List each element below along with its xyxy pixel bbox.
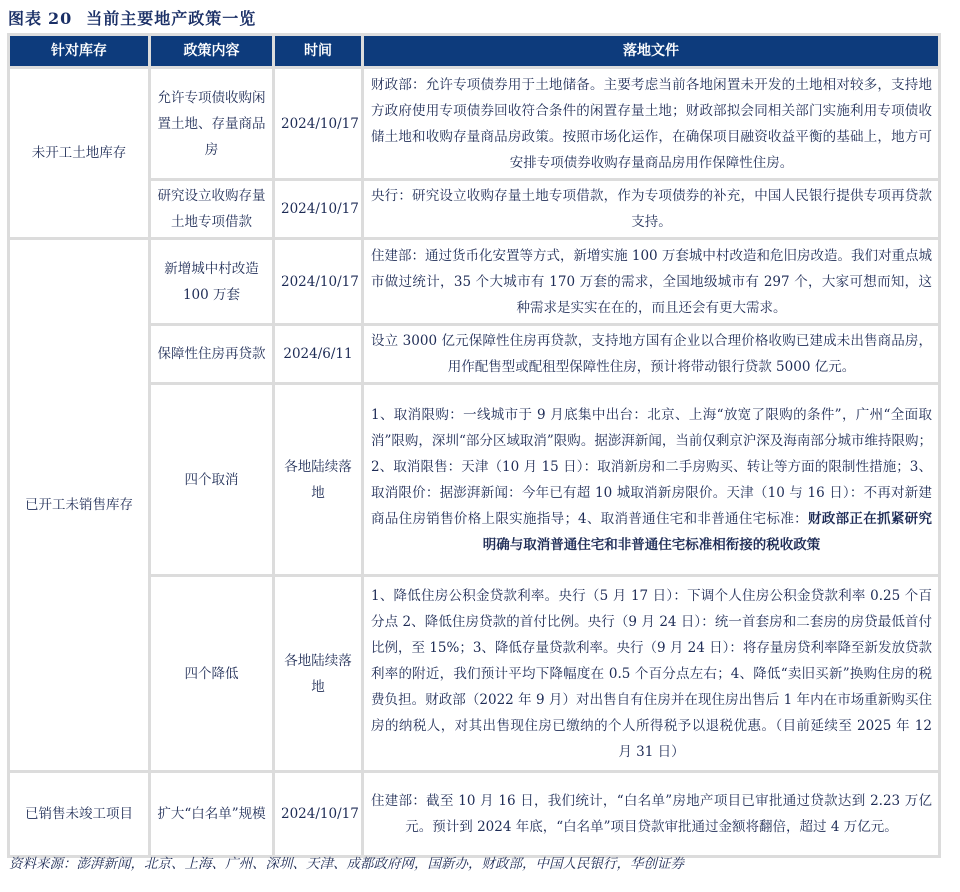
- policy-cell: 允许专项债收购闲置土地、存量商品房: [150, 68, 274, 180]
- header-row: [9, 35, 940, 68]
- table-row: [9, 239, 940, 325]
- time-cell: 2024/6/11: [274, 325, 363, 384]
- policy-cell: 新增城中村改造 100 万套: [150, 239, 274, 325]
- time-cell: 各地陆续落地: [274, 384, 363, 576]
- category-cell: 未开工土地库存: [9, 68, 150, 239]
- policy-cell: 四个降低: [150, 576, 274, 772]
- source-note: 资料来源：澎湃新闻，北京、上海、广州、深圳、天津、成都政府网，国新办，财政部，中国人民银行，华创证券: [9, 856, 684, 872]
- category-cell: 已销售未竣工项目: [9, 772, 150, 857]
- header-doc: 落地文件: [363, 35, 940, 68]
- time-cell: 2024/10/17: [274, 772, 363, 857]
- policy-cell: 研究设立收购存量土地专项借款: [150, 180, 274, 239]
- doc-cell: 1、降低住房公积金贷款利率。央行（5 月 17 日）：下调个人住房公积金贷款利率 0.25 个百分点 2、降低住房贷款的首付比例。央行（9 月 24 日）：统一首套房和二套房的房贷最低首付比例，至 15%；3、降低存量贷款利率。央行（9 月 24 日）：将存量房贷利率降至新发放贷款利率的附近，我们预计平均下降幅度在 0.5 个百分点左右；4、降低“卖旧买新”换购住房的税费负担。财政部（2022 年 9 月）对出售自有住房并在现住房出售后 1 年内在市场重新购买住房的纳税人，对其出售现住房已缴纳的个人所得税予以退税优惠。（目前延续至 2025 年 12 月 31 日）: [363, 576, 940, 772]
- doc-cell: 住建部：截至 10 月 16 日，我们统计，“白名单”房地产项目已审批通过贷款达到 2.23 万亿元。预计到 2024 年底，“白名单”项目贷款审批通过金额将翻倍，超过 4 万亿元。: [363, 772, 940, 857]
- table-row: [9, 68, 940, 180]
- policy-cell: 扩大“白名单”规模: [150, 772, 274, 857]
- time-cell: 2024/10/17: [274, 68, 363, 180]
- doc-bold-text: 财政部正在抓紧研究明确与取消普通住宅和非普通住宅标准相衔接的税收政策: [482, 510, 932, 553]
- figure-label: 图表: [8, 9, 43, 28]
- policy-cell: 四个取消: [150, 384, 274, 576]
- table-row: [9, 772, 940, 857]
- policy-cell: 保障性住房再贷款: [150, 325, 274, 384]
- policy-table: [7, 33, 941, 858]
- doc-cell: 设立 3000 亿元保障性住房再贷款，支持地方国有企业以合理价格收购已建成未出售商品房，用作配售型或配租型保障性住房，预计将带动银行贷款 5000 亿元。: [363, 325, 940, 384]
- header-time: 时间: [274, 35, 363, 68]
- category-cell: 已开工未销售库存: [9, 239, 150, 772]
- time-cell: 各地陆续落地: [274, 576, 363, 772]
- header-category: 针对库存: [9, 35, 150, 68]
- doc-text: 1、取消限购：一线城市于 9 月底集中出台：北京、上海“放宽了限购的条件”，广州“全面取消”限购，深圳“部分区域取消”限购。据澎湃新闻，当前仅剩京沪深及海南部分城市维持限购；2、取消限售：天津（10 月 15 日）：取消新房和二手房购买、转让等方面的限制性措施；3、取消限价：据澎湃新闻：今年已有超 10 城取消新房限价。天津（10 与 16 日）：不再对新建商品住房销售价格上限实施指导；4、取消普通住宅和非普通住宅标准：: [371, 406, 932, 527]
- header-policy: 政策内容: [150, 35, 274, 68]
- doc-cell: 住建部：通过货币化安置等方式，新增实施 100 万套城中村改造和危旧房改造。我们对重点城市做过统计，35 个大城市有 170 万套的需求，全国地级城市有 297 个，大家可想而知，这种需求是实实在在的，而且还会有更大需求。: [363, 239, 940, 325]
- doc-cell: 央行：研究设立收购存量土地专项借款，作为专项债券的补充，中国人民银行提供专项再贷款支持。: [363, 180, 940, 239]
- figure-title: [8, 6, 256, 29]
- time-cell: 2024/10/17: [274, 239, 363, 325]
- doc-cell: 财政部：允许专项债券用于土地储备。主要考虑当前各地闲置未开发的土地相对较多，支持地方政府使用专项债券回收符合条件的闲置存量土地；财政部拟会同相关部门实施利用专项债收储土地和收购存量商品房政策。按照市场化运作，在确保项目融资收益平衡的基础上，地方可安排专项债券收购存量商品房用作保障性住房。: [363, 68, 940, 180]
- time-cell: 2024/10/17: [274, 180, 363, 239]
- figure-number: 20: [48, 9, 73, 28]
- doc-cell: [363, 384, 940, 576]
- figure-caption: 当前主要地产政策一览: [86, 9, 257, 28]
